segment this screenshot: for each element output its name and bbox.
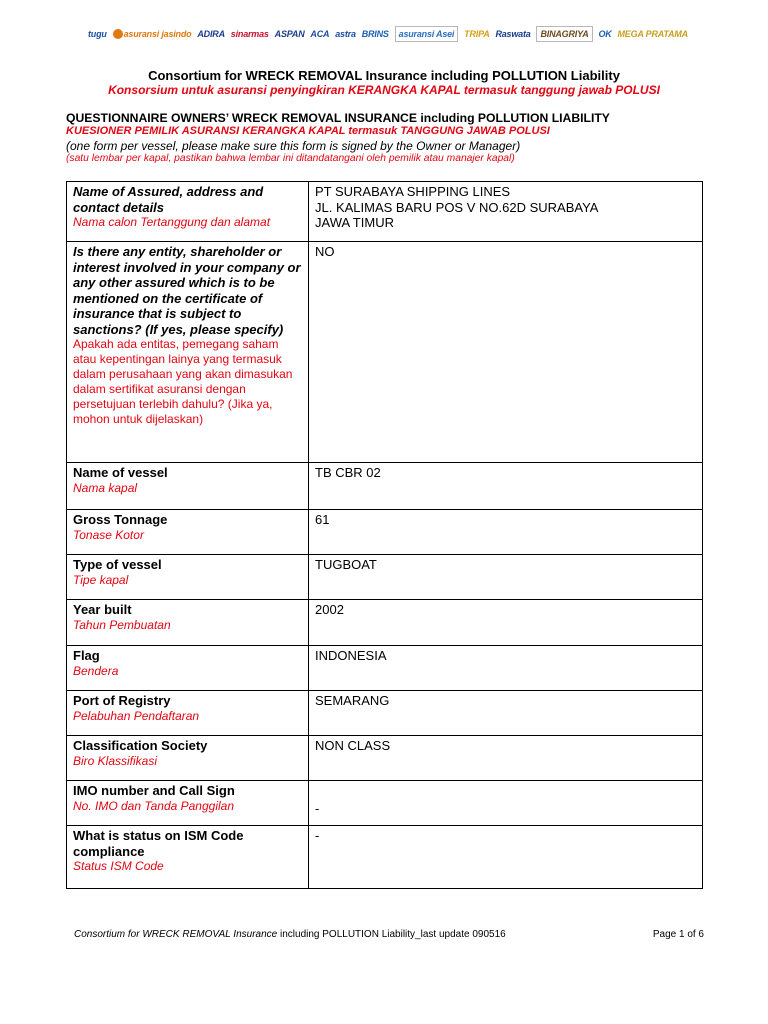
- field-value-port-of-registry: SEMARANG: [315, 693, 390, 708]
- logo-asei: asuransi Asei: [395, 26, 459, 42]
- field-label-flag: Flag: [73, 648, 100, 663]
- value-cell: [309, 736, 703, 781]
- label-cell: [67, 781, 309, 826]
- field-value-vessel-type: TUGBOAT: [315, 557, 377, 572]
- field-value-year-built: 2002: [315, 602, 344, 617]
- field-label-classification-society-id: Biro Klassifikasi: [73, 753, 158, 768]
- label-cell: [67, 555, 309, 600]
- field-label-year-built-id: Tahun Pembuatan: [73, 617, 171, 632]
- label-cell: [67, 182, 309, 242]
- value-cell: [309, 463, 703, 510]
- field-value-sanctions: NO: [315, 244, 335, 259]
- value-cell: [309, 182, 703, 242]
- logo-adira: ADIRA: [197, 29, 225, 39]
- label-cell: [67, 736, 309, 781]
- label-cell: [67, 463, 309, 510]
- questionnaire-heading: QUESTIONNAIRE OWNERS’ WRECK REMOVAL INSURANCE including POLLUTION LIABILITY: [66, 111, 610, 125]
- logo-jasindo: asuransi jasindo: [113, 29, 192, 39]
- value-cell: [309, 555, 703, 600]
- field-label-sanctions-id: Apakah ada entitas, pemegang saham atau kepentingan lainya yang termasuk dalam perusahaan yang akan dimasukan dalam sertifikat asuransi dengan persetujuan terlebih dahulu? (Jika ya, mohon untuk dijelaskan): [73, 337, 293, 426]
- logo-tugu: tugu: [88, 29, 107, 39]
- label-cell: [67, 600, 309, 646]
- table-row: [67, 826, 703, 889]
- logo-astra: astra: [335, 29, 356, 39]
- table-row: [67, 510, 703, 555]
- document-title-indonesian: Konsorsium untuk asuransi penyingkiran KERANGKA KAPAL termasuk tanggung jawab POLUSI: [108, 83, 660, 97]
- field-label-gross-tonnage: Gross Tonnage: [73, 512, 168, 527]
- logo-ok: OK: [598, 29, 612, 39]
- field-label-year-built: Year built: [73, 602, 132, 617]
- field-label-flag-id: Bendera: [73, 663, 119, 678]
- label-cell: [67, 826, 309, 889]
- field-label-sanctions: Is there any entity, shareholder or interest involved in your company or any other assured which is to be mentioned on the certificate of insurance that is subject to sanctions? (If yes, please specify): [73, 244, 301, 337]
- page-number: Page 1 of 6: [652, 929, 704, 940]
- value-cell: [309, 242, 703, 463]
- table-row: [67, 600, 703, 646]
- field-label-ism-code-id: Status ISM Code: [73, 859, 164, 873]
- table-row: [67, 242, 703, 463]
- field-value-assured-line-3: JAWA TIMUR: [315, 215, 394, 230]
- footer-title-rest: including POLLUTION Liability_last update 090516: [277, 929, 506, 940]
- jasindo-mark-icon: [113, 29, 123, 39]
- table-row: [67, 463, 703, 510]
- logo-sinarmas: sinarmas: [230, 29, 269, 39]
- field-value-assured-line-1: PT SURABAYA SHIPPING LINES: [315, 184, 511, 199]
- table-row: [67, 736, 703, 781]
- field-value-vessel-name: TB CBR 02: [315, 465, 381, 480]
- field-value-flag: INDONESIA: [315, 648, 387, 663]
- logo-tripa: TRIPA: [464, 29, 490, 39]
- table-row: [67, 646, 703, 691]
- logo-brins: BRINS: [361, 29, 389, 39]
- field-label-ism-code: What is status on ISM Code compliance: [73, 828, 244, 859]
- field-value-imo-call-sign: -: [315, 800, 320, 816]
- field-value-ism-code: -: [315, 828, 320, 843]
- field-value-gross-tonnage: 61: [315, 512, 330, 527]
- field-label-port-of-registry: Port of Registry: [73, 693, 171, 708]
- footer-document-name: [74, 929, 506, 940]
- field-label-vessel-type: Type of vessel: [73, 557, 162, 572]
- questionnaire-heading-indonesian: KUESIONER PEMILIK ASURANSI KERANGKA KAPAL termasuk TANGGUNG JAWAB POLUSI: [66, 125, 550, 137]
- value-cell: [309, 510, 703, 555]
- vessel-questionnaire-table: [66, 181, 703, 889]
- logo-binagriya: BINAGRIYA: [536, 26, 592, 42]
- footer-title-italic: Consortium for WRECK REMOVAL Insurance: [74, 929, 278, 940]
- label-cell: [67, 510, 309, 555]
- field-label-vessel-type-id: Tipe kapal: [73, 572, 129, 587]
- field-label-imo-call-sign: IMO number and Call Sign: [73, 783, 235, 798]
- logo-raswata: Raswata: [495, 29, 531, 39]
- field-label-imo-call-sign-id: No. IMO dan Tanda Panggilan: [73, 798, 234, 813]
- table-row: [67, 555, 703, 600]
- field-label-assured-id: Nama calon Tertanggung dan alamat: [73, 215, 271, 229]
- value-cell: [309, 646, 703, 691]
- field-label-gross-tonnage-id: Tonase Kotor: [73, 527, 144, 542]
- field-label-vessel-name-id: Nama kapal: [73, 480, 138, 495]
- consortium-logo-banner: [88, 16, 688, 52]
- field-label-assured: Name of Assured, address and contact details: [73, 184, 264, 215]
- label-cell: [67, 691, 309, 736]
- questionnaire-note-indonesian: (satu lembar per kapal, pastikan bahwa lembar ini ditandatangani oleh pemilik atau manajer kapal): [66, 153, 515, 164]
- table-row: [67, 781, 703, 826]
- logo-aspan: ASPAN: [274, 29, 305, 39]
- label-cell: [67, 242, 309, 463]
- field-value-classification-society: NON CLASS: [315, 738, 391, 753]
- field-label-vessel-name: Name of vessel: [73, 465, 168, 480]
- value-cell: [309, 600, 703, 646]
- value-cell: [309, 826, 703, 889]
- field-value-assured-line-2: JL. KALIMAS BARU POS V NO.62D SURABAYA: [315, 199, 599, 215]
- field-label-classification-society: Classification Society: [73, 738, 208, 753]
- value-cell: [309, 781, 703, 826]
- logo-mega-pratama: MEGA PRATAMA: [617, 29, 688, 39]
- label-cell: [67, 646, 309, 691]
- logo-aca: ACA: [310, 29, 330, 39]
- table-row: [67, 182, 703, 242]
- questionnaire-note: (one form per vessel, please make sure this form is signed by the Owner or Manager): [66, 139, 521, 153]
- value-cell: [309, 691, 703, 736]
- document-title: Consortium for WRECK REMOVAL Insurance including POLLUTION Liability: [148, 68, 620, 83]
- field-label-port-of-registry-id: Pelabuhan Pendaftaran: [73, 708, 200, 723]
- table-row: [67, 691, 703, 736]
